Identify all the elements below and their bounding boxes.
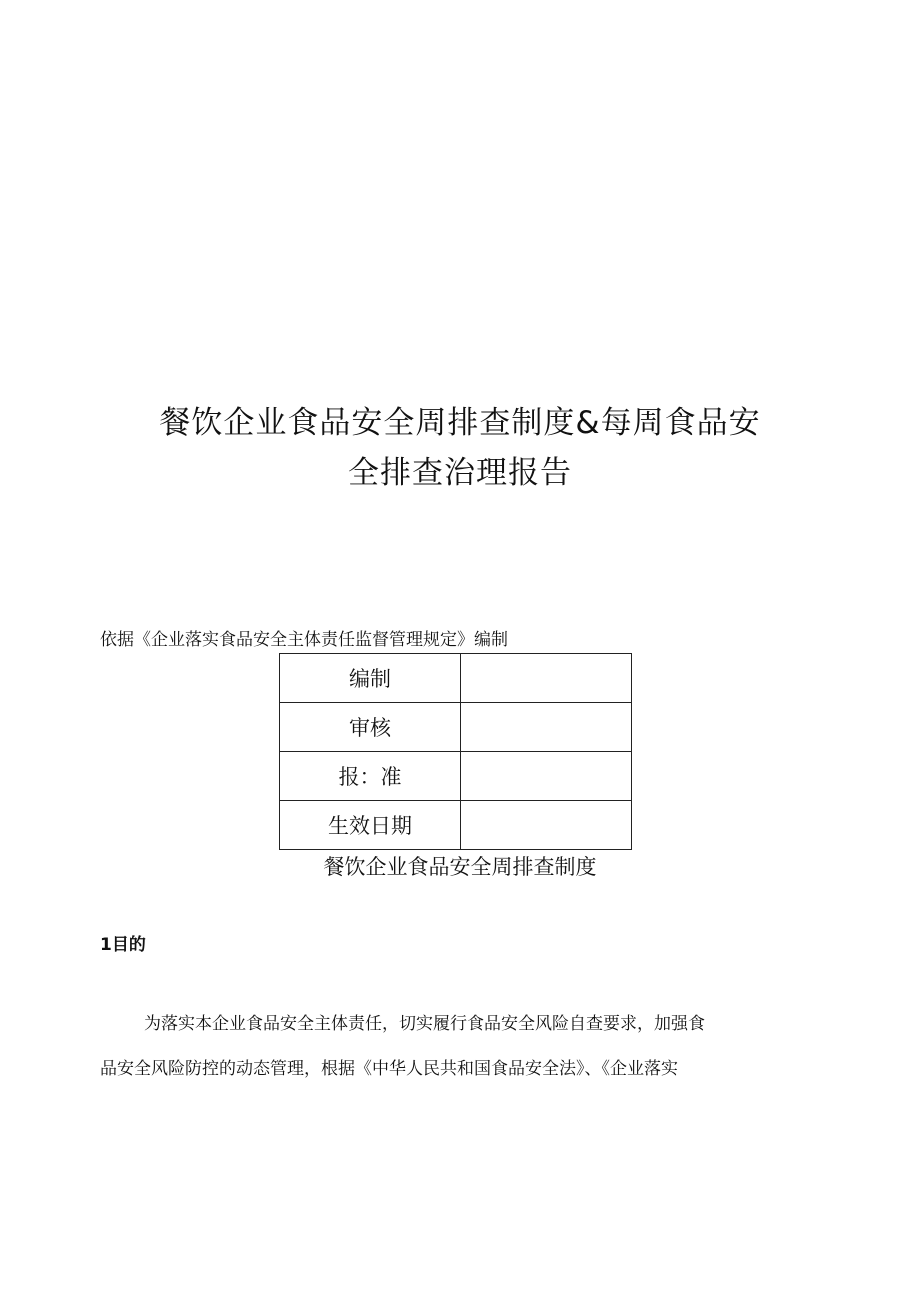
paragraph-line-1: 为落实本企业食品安全主体责任，切实履行食品安全风险自查要求，加强食 — [144, 1014, 705, 1034]
approval-label-review: 审核 — [280, 703, 461, 752]
document-title-line-1: 餐饮企业食品安全周排查制度&每周食品安 — [159, 405, 761, 441]
table-row — [280, 801, 632, 850]
approval-table — [279, 653, 632, 850]
approval-value-approve — [461, 752, 632, 801]
basis-statement: 依据《企业落实食品安全主体责任监督管理规定》编制 — [100, 630, 508, 650]
approval-value-compile — [461, 654, 632, 703]
approval-value-effective-date — [461, 801, 632, 850]
paragraph-line-2: 品安全风险防控的动态管理，根据《中华人民共和国食品安全法》、《企业落实 — [100, 1059, 678, 1079]
table-row — [280, 703, 632, 752]
section-title: 餐饮企业食品安全周排查制度 — [323, 855, 597, 879]
approval-label-approve: 报：准 — [280, 752, 461, 801]
table-row — [280, 654, 632, 703]
table-row — [280, 752, 632, 801]
heading-purpose: 1目的 — [100, 935, 146, 955]
document-title-line-2: 全排查治理报告 — [348, 455, 572, 491]
approval-label-effective-date: 生效日期 — [280, 801, 461, 850]
approval-value-review — [461, 703, 632, 752]
approval-label-compile: 编制 — [280, 654, 461, 703]
